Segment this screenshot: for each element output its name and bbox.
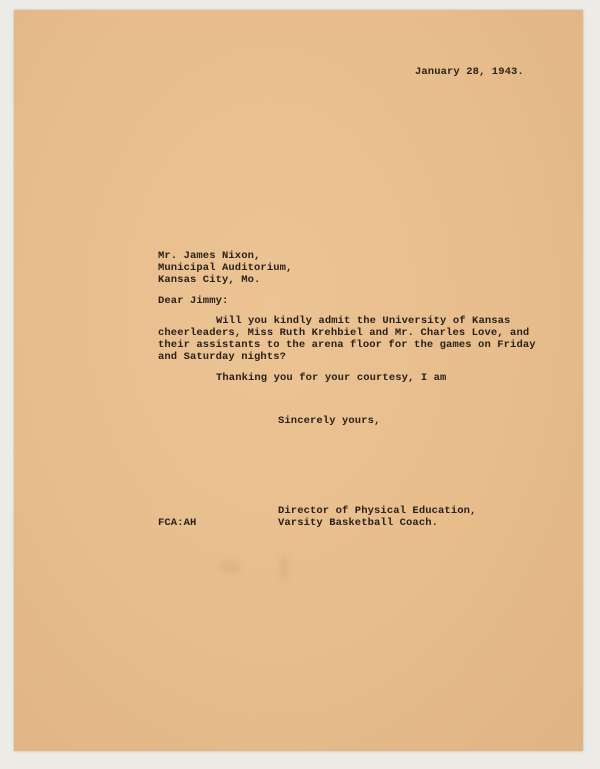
recipient-organization: Municipal Auditorium, [158, 262, 293, 274]
recipient-name: Mr. James Nixon, [158, 250, 261, 262]
salutation: Dear Jimmy: [158, 295, 229, 307]
recipient-city: Kansas City, Mo. [158, 274, 261, 286]
reference-initials: FCA:AH [158, 517, 197, 529]
body-line: and Saturday nights? [158, 351, 287, 363]
body-line: cheerleaders, Miss Ruth Krehbiel and Mr. Charles Love, and [158, 327, 530, 339]
signature-title: Director of Physical Education, [278, 505, 477, 517]
body-line: Will you kindly admit the University of Kansas [216, 315, 511, 327]
thanks-line: Thanking you for your courtesy, I am [216, 372, 447, 384]
body-line: their assistants to the arena floor for the games on Friday [158, 339, 536, 351]
paper-stain [219, 560, 241, 574]
signature-title: Varsity Basketball Coach. [278, 517, 439, 529]
closing: Sincerely yours, [278, 415, 381, 427]
paper-stain [279, 555, 289, 581]
letter-date: January 28, 1943. [415, 66, 524, 78]
